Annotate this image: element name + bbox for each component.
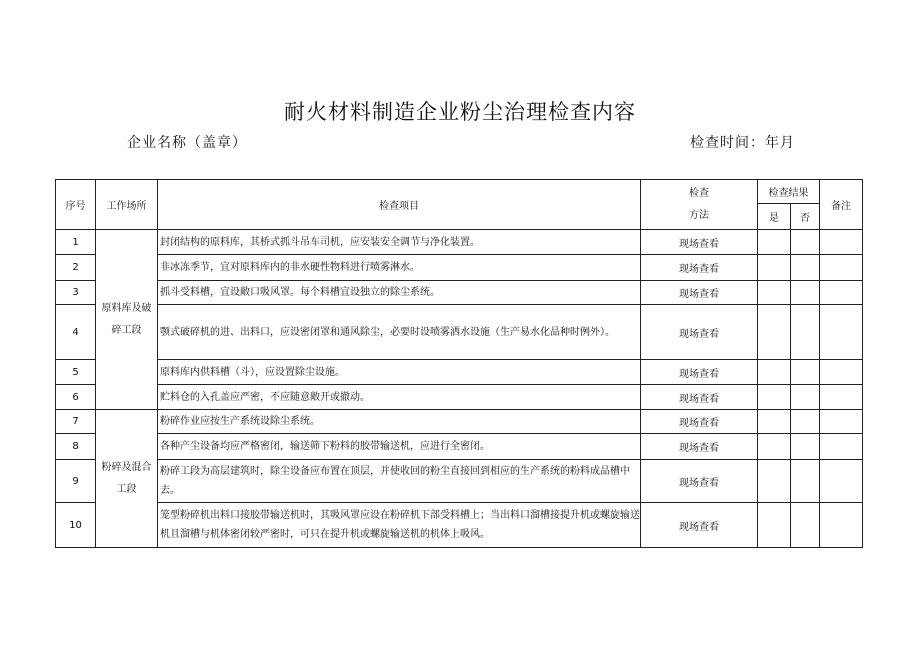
row-item: 笼型粉碎机出料口接胶带输送机时，其吸风罩应设在粉碎机下部受料槽上；当出料口溜槽接提升机或螺旋输送机且溜槽与机体密闭较严密时，可只在提升机或螺旋输送机的机体上吸风。 (158, 503, 641, 548)
row-seq: 3 (56, 281, 96, 305)
row-remark-cell[interactable] (820, 230, 863, 255)
table-row (56, 434, 863, 460)
row-seq: 1 (56, 230, 96, 255)
row-yes-cell[interactable] (758, 255, 791, 281)
row-method: 现场查看 (641, 385, 758, 410)
header-seq: 序号 (56, 180, 96, 230)
row-remark-cell[interactable] (820, 503, 863, 548)
row-item: 颚式破碎机的进、出料口，应设密闭罩和通风除尘，必要时设喷雾洒水设施（生产易水化品种时例外）。 (158, 305, 641, 360)
row-yes-cell[interactable] (758, 230, 791, 255)
table-row (56, 360, 863, 385)
header-method-line2: 方法 (689, 209, 709, 221)
table-row (56, 385, 863, 410)
row-yes-cell[interactable] (758, 385, 791, 410)
header-area: 工作场所 (96, 180, 158, 230)
row-remark-cell[interactable] (820, 434, 863, 460)
area-label: 原料库及破碎工段 (101, 302, 152, 336)
row-seq: 6 (56, 385, 96, 410)
row-no-cell[interactable] (791, 385, 820, 410)
row-no-cell[interactable] (791, 230, 820, 255)
row-no-cell[interactable] (791, 434, 820, 460)
row-yes-cell[interactable] (758, 410, 791, 434)
row-seq: 5 (56, 360, 96, 385)
table-row (56, 460, 863, 503)
table-row (56, 305, 863, 360)
row-item: 抓斗受料槽，宜设敞口吸风罩。每个料槽宜设独立的除尘系统。 (158, 281, 641, 305)
row-no-cell[interactable] (791, 255, 820, 281)
inspection-date-label: 检查时间：年月 (690, 135, 795, 151)
row-yes-cell[interactable] (758, 434, 791, 460)
row-seq: 9 (56, 460, 96, 503)
row-item: 粉碎工段为高层建筑时，除尘设备应布置在顶层，并使收回的粉尘直接回到相应的生产系统的粉料成品槽中去。 (158, 460, 641, 503)
table-row (56, 410, 863, 434)
row-seq: 7 (56, 410, 96, 434)
header-no: 否 (791, 204, 820, 230)
row-yes-cell[interactable] (758, 305, 791, 360)
row-remark-cell[interactable] (820, 255, 863, 281)
row-remark-cell[interactable] (820, 385, 863, 410)
row-yes-cell[interactable] (758, 503, 791, 548)
row-method: 现场查看 (641, 360, 758, 385)
row-method: 现场查看 (641, 255, 758, 281)
header-item: 检查项目 (158, 180, 641, 230)
row-yes-cell[interactable] (758, 460, 791, 503)
row-item: 各种产尘设备均应严格密闭，输送筛下粉料的胶带输送机，应进行全密闭。 (158, 434, 641, 460)
row-method: 现场查看 (641, 230, 758, 255)
page-title: 耐火材料制造企业粉尘治理检查内容 (284, 100, 636, 124)
row-item: 封闭结构的原料库，其桥式抓斗吊车司机，应安装安全调节与净化装置。 (158, 230, 641, 255)
row-yes-cell[interactable] (758, 360, 791, 385)
row-yes-cell[interactable] (758, 281, 791, 305)
row-method: 现场查看 (641, 410, 758, 434)
row-no-cell[interactable] (791, 360, 820, 385)
row-no-cell[interactable] (791, 410, 820, 434)
row-remark-cell[interactable] (820, 305, 863, 360)
row-remark-cell[interactable] (820, 360, 863, 385)
table-row (56, 255, 863, 281)
inspection-table (55, 179, 863, 548)
area-cell-grinding (96, 410, 158, 548)
row-item: 贮料仓的入孔盖应严密，不应随意敞开或撤动。 (158, 385, 641, 410)
area-cell-raw-material (96, 230, 158, 410)
row-method: 现场查看 (641, 434, 758, 460)
row-seq: 2 (56, 255, 96, 281)
company-name-label: 企业名称（盖章） (127, 135, 247, 151)
header-yes: 是 (758, 204, 791, 230)
header-remark: 备注 (820, 180, 863, 230)
row-no-cell[interactable] (791, 305, 820, 360)
row-method: 现场查看 (641, 460, 758, 503)
row-seq: 8 (56, 434, 96, 460)
row-remark-cell[interactable] (820, 410, 863, 434)
row-no-cell[interactable] (791, 460, 820, 503)
table-row (56, 230, 863, 255)
row-item: 粉碎作业应按生产系统设除尘系统。 (158, 410, 641, 434)
row-item: 非冰冻季节，宜对原料库内的非水硬性物料进行喷雾淋水。 (158, 255, 641, 281)
row-remark-cell[interactable] (820, 460, 863, 503)
row-seq: 10 (56, 503, 96, 548)
table-row (56, 503, 863, 548)
row-method: 现场查看 (641, 503, 758, 548)
row-item: 原料库内供料槽（斗），应设置除尘设施。 (158, 360, 641, 385)
table-row (56, 281, 863, 305)
row-seq: 4 (56, 305, 96, 360)
header-result: 检查结果 (758, 180, 820, 204)
row-remark-cell[interactable] (820, 281, 863, 305)
row-no-cell[interactable] (791, 281, 820, 305)
header-method-line1: 检查 (689, 187, 709, 199)
row-method: 现场查看 (641, 281, 758, 305)
area-label: 粉碎及混合工段 (101, 461, 152, 495)
row-no-cell[interactable] (791, 503, 820, 548)
row-method: 现场查看 (641, 305, 758, 360)
header-method (641, 180, 758, 230)
